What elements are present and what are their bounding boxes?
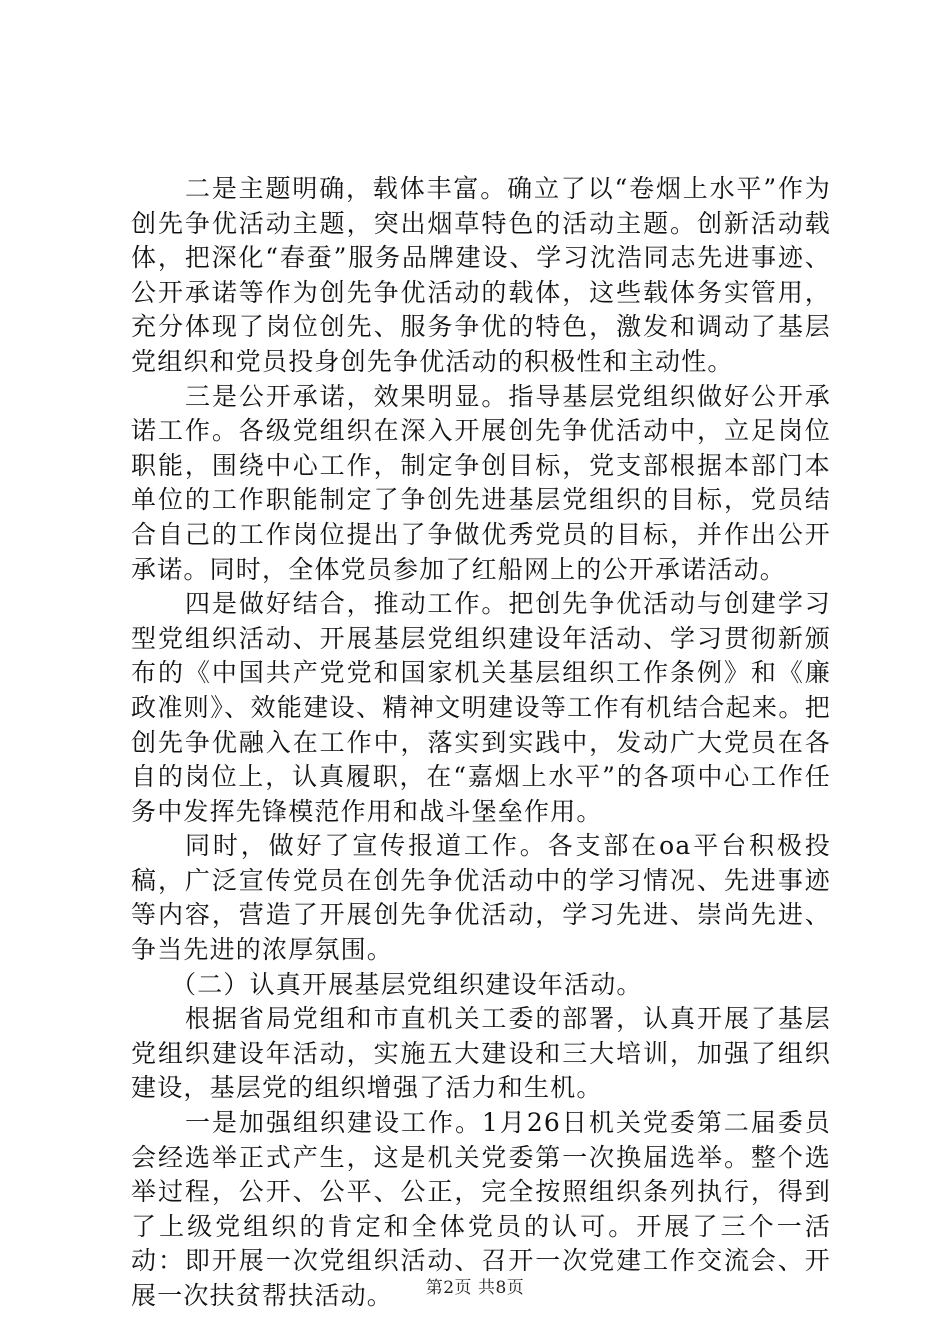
section-heading: （二）认真开展基层党组织建设年活动。 bbox=[171, 969, 643, 999]
page-number: 第2页 共8页 bbox=[425, 1278, 525, 1298]
paragraph-publicity: 同时，做好了宣传报道工作。各支部在oa平台积极投稿，广泛宣传党员在创先争优活动中的学习情况、先进事迹等内容，营造了开展创先争优活动，学习先进、崇尚先进、争当先进的浓厚氛围。 bbox=[131, 831, 831, 965]
paragraph-deployment: 根据省局党组和市直机关工委的部署，认真开展了基层党组织建设年活动，实施五大建设和三大培训，加强了组织建设，基层党的组织增强了活力和生机。 bbox=[131, 1004, 831, 1103]
paragraph-commitment: 三是公开承诺，效果明显。指导基层党组织做好公开承诺工作。各级党组织在深入开展创先争优活动中，立足岗位职能，围绕中心工作，制定争创目标，党支部根据本部门本单位的工作职能制定了争创先进基层党组织的目标，党员结合自己的工作岗位提出了争做优秀党员的目标，并作出公开承诺。同时，全体党员参加了红船网上的公开承诺活动。 bbox=[131, 381, 831, 584]
paragraph-organization: 一是加强组织建设工作。1月26日机关党委第二届委员会经选举正式产生，这是机关党委第一次换届选举。整个选举过程，公开、公平、公正，完全按照组织条列执行，得到了上级党组织的肯定和全体党员的认可。开展了三个一活动：即开展一次党组织活动、召开一次党建工作交流会、开展一次扶贫帮扶活动。 bbox=[131, 1108, 831, 1310]
document-body bbox=[131, 172, 831, 1314]
paragraph-integration: 四是做好结合，推动工作。把创先争优活动与创建学习型党组织活动、开展基层党组织建设年活动、学习贯彻新颁布的《中国共产党党和国家机关基层组织工作条例》和《廉政准则》、效能建设、精神文明建设等工作有机结合起来。把创先争优融入在工作中，落实到实践中，发动广大党员在各自的岗位上，认真履职，在“嘉烟上水平”的各项中心工作任务中发挥先锋模范作用和战斗堡垒作用。 bbox=[131, 589, 831, 826]
paragraph-theme: 二是主题明确，载体丰富。确立了以“卷烟上水平”作为创先争优活动主题，突出烟草特色的活动主题。创新活动载体，把深化“春蚕”服务品牌建设、学习沈浩同志先进事迹、公开承诺等作为创先争优活动的载体，这些载体务实管用，充分体现了岗位创先、服务争优的特色，激发和调动了基层党组织和党员投身创先争优活动的积极性和主动性。 bbox=[131, 174, 831, 376]
